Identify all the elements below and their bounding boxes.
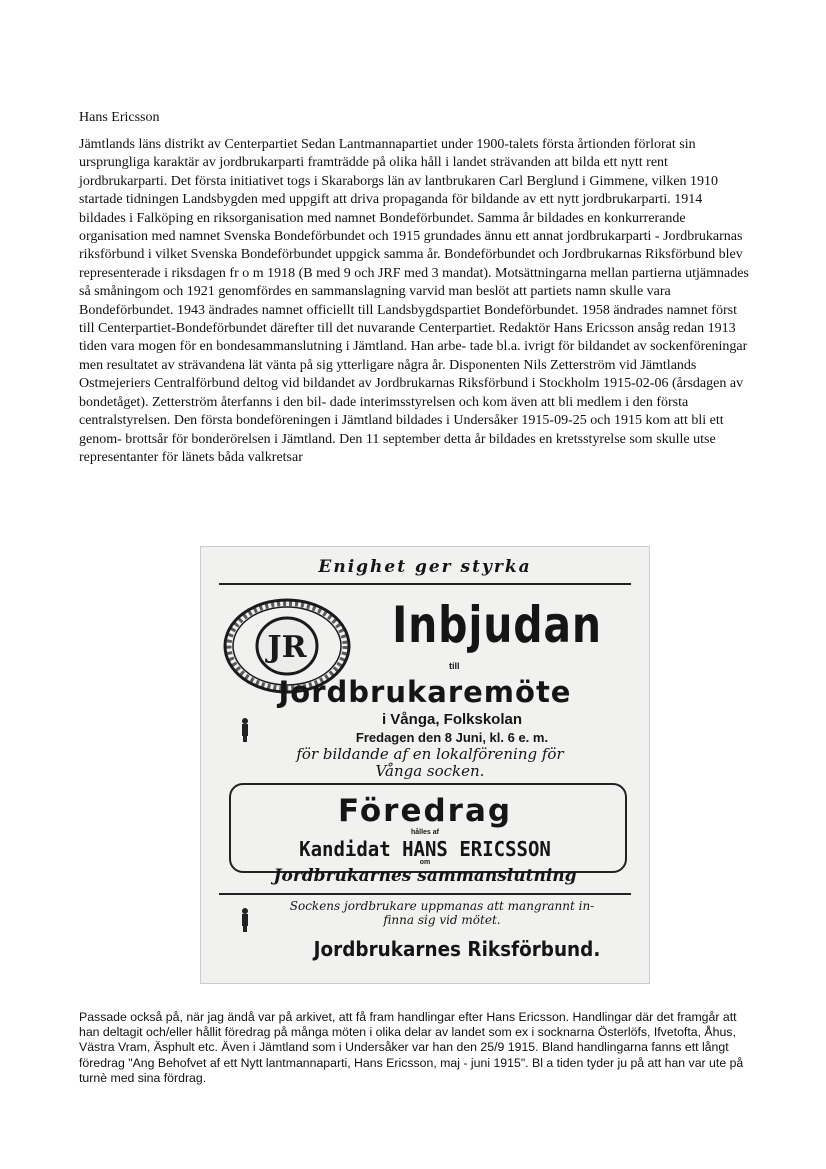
- poster-date: Fredagen den 8 Juni, kl. 6 e. m.: [355, 730, 549, 745]
- figure-ornament-icon: [239, 717, 251, 743]
- poster-appeal-line-2: finna sig vid mötet.: [383, 913, 501, 927]
- poster-rule-lower: [219, 893, 631, 895]
- poster-appeal-line-1: Sockens jordbrukare uppmanas att mangrannt in-: [289, 899, 595, 913]
- poster-till: till: [449, 661, 460, 671]
- document-title: Hans Ericsson: [79, 110, 160, 125]
- poster-purpose-line-2: Vånga socken.: [375, 762, 485, 780]
- poster-appeal: [257, 899, 627, 927]
- poster-meeting: Jordbrukaremöte: [278, 675, 572, 709]
- poster-image: [200, 546, 650, 984]
- document-footer: Passade också på, när jag ändå var på arkivet, att få fram handlingar efter Hans Ericsson. Handlingar där det framgår att han deltagit och/eller hållit föredrag på många möten i olika delar av landet som ex i socknarna Österlöfs, Ifvetofta, Åhus, Västra Vram, Äsphult etc. Även i Jämtland som i Undersåker var han den 25/9 1915. Bland handlingarna fanns ett långt föredrag "Ang Behofvet af ett Nytt lantmannaparti, Hans Ericsson, maj - juni 1915". Bl a tiden tyder ju på att han var ute på turnè med sina fördrag.: [79, 1010, 744, 1085]
- poster-lecture: Föredrag: [337, 793, 513, 829]
- poster-motto: Enighet ger styrka: [318, 557, 532, 577]
- poster-speaker: Kandidat HANS ERICSSON: [299, 837, 551, 861]
- document-body: Jämtlands läns distrikt av Centerpartiet Sedan Lantmannapartiet under 1900-talets första årtionden förlorat sin ursprungliga karaktär av jordbrukarparti framträdde på olika håll i landet strävanden att bilda ett nytt rent jordbrukarparti. Det första initiativet togs i Skaraborgs län av lantbrukaren Carl Berglund i Gimmene, vilken 1910 startade tidningen Landsbygden med uppgift att driva propaganda för bildande av ett nytt jordbrukarparti. 1914 bildades i Falköping en riksorganisation med namnet Bondeförbundet. Samma år bildades en konkurrerande organisation med namnet Svenska Bondeförbundet och 1915 grundades ännu ett annat jordbrukarparti - Jordbrukarnas riksförbund i vilket Svenska Bondeförbundet uppgick samma år. Bondeförbundet och Jordbrukarnas Riksförbund blev representerade i riksdagen fr o m 1918 (B med 9 och JRF med 3 mandat). Motsättningarna mellan partierna utjämnades så småningom och 1921 genomfördes en sammanslagning varvid man beslöt att partiets namn skulle vara Bondeförbundet. 1943 ändrades namnet officiellt till Landsbygdspartiet Bondeförbundet. 1958 ändrades namnet först till Centerpartiet-Bondeförbundet därefter till det nuvarande Centerpartiet. Redaktör Hans Ericsson ansåg redan 1913 tiden vara mogen för en bondesammanslutning i Jämtland. Han arbe- tade bl.a. ivrigt för bildandet av sockenföreningar men resultatet av strävandena lät vänta på sig ytterligare några år. Disponenten Nils Zetterström vid Jämtlands Ostmejeriers Centralförbund deltog vid bildandet av Jordbrukarnas Riksförbund i Stockholm 1915-02-06 (årsdagen av bondetåget). Zetterström återfanns i den bil- dade interimsstyrelsen och kom även att bli medlem i den första centralstyrelsen. Den första bondeföreningen i Jämtland bildades i Undersåker 1915-09-25 och 1915 kom att bli ett genom- brottsår för bonderörelsen i Jämtland. Den 11 september detta år bildades en kretsstyrelse som skulle utse representanter för länets båda valkretsar: [79, 137, 749, 465]
- seal-letters: JR: [267, 630, 307, 665]
- poster-heading: Inbjudan: [392, 596, 602, 654]
- poster-organization: Jordbrukarnes Riksförbund.: [313, 937, 601, 961]
- poster-halles: hålles af: [410, 829, 439, 836]
- poster-place: i Vånga, Folkskolan: [381, 711, 523, 728]
- poster-purpose-line-1: för bildande af en lokalförening för: [296, 745, 564, 763]
- poster-om: om: [419, 859, 431, 866]
- poster-purpose: [229, 746, 631, 780]
- figure-ornament-icon: [239, 907, 251, 933]
- poster-rule: [219, 583, 631, 585]
- poster-topic: Jordbrukarnes sammanslutning: [273, 866, 577, 886]
